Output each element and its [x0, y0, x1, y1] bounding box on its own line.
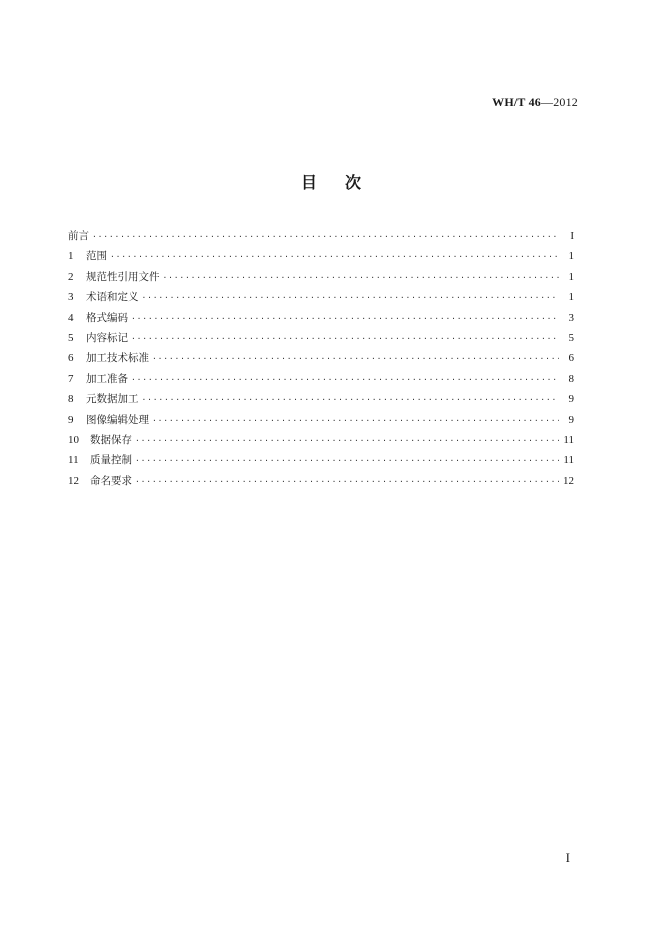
toc-entry-number: 11 [68, 454, 79, 467]
toc-entry-page: 3 [568, 311, 574, 324]
toc-entry-label: 规范性引用文件 [86, 270, 160, 283]
toc-entry-label: 命名要求 [90, 474, 132, 487]
toc-entry-foreword[interactable] [68, 228, 574, 248]
toc-leader-dots [135, 477, 559, 486]
page-title: 目次 [300, 173, 389, 192]
toc-leader-dots [163, 273, 560, 282]
toc-entry-9[interactable] [68, 412, 574, 432]
toc-entry-page: 1 [568, 291, 574, 304]
standard-code-text: WH/T 46 [492, 95, 541, 109]
table-of-contents [68, 228, 574, 493]
toc-leader-dots [135, 436, 559, 445]
toc-entry-page: 1 [568, 270, 574, 283]
toc-entry-label: 内容标记 [86, 331, 128, 344]
toc-entry-page: I [570, 230, 574, 242]
toc-entry-7[interactable] [68, 371, 574, 391]
toc-entry-number: 4 [68, 311, 74, 324]
toc-entry-8[interactable] [68, 391, 574, 411]
toc-entry-label: 质量控制 [90, 454, 132, 467]
toc-leader-dots [142, 293, 560, 302]
toc-entry-1[interactable] [68, 248, 574, 268]
toc-entry-11[interactable] [68, 452, 574, 472]
toc-entry-page: 1 [568, 250, 574, 263]
toc-entry-number: 10 [68, 433, 79, 446]
toc-entry-number: 5 [68, 331, 74, 344]
toc-leader-dots [142, 395, 560, 404]
toc-entry-number: 2 [68, 270, 74, 283]
toc-entry-page: 12 [563, 474, 574, 487]
toc-entry-number: 1 [68, 250, 74, 263]
toc-entry-3[interactable] [68, 289, 574, 309]
toc-entry-label: 格式编码 [86, 311, 128, 324]
toc-entry-label: 术语和定义 [86, 291, 139, 304]
standard-year: —2012 [541, 95, 578, 109]
page-number: I [565, 850, 570, 865]
toc-leader-dots [131, 375, 559, 384]
toc-leader-dots [135, 456, 559, 465]
toc-entry-4[interactable] [68, 310, 574, 330]
toc-entry-6[interactable] [68, 350, 574, 370]
toc-leader-dots [110, 252, 559, 261]
toc-entry-number: 6 [68, 352, 74, 365]
toc-entry-number: 12 [68, 474, 79, 487]
toc-leader-dots [92, 232, 559, 241]
toc-leader-dots [152, 416, 559, 425]
toc-entry-2[interactable] [68, 269, 574, 289]
toc-entry-label: 数据保存 [90, 433, 132, 446]
toc-entry-label: 加工技术标准 [86, 352, 149, 365]
toc-entry-label: 元数据加工 [86, 393, 139, 406]
toc-entry-page: 6 [568, 352, 574, 365]
toc-entry-12[interactable] [68, 473, 574, 493]
toc-entry-number: 8 [68, 393, 74, 406]
toc-entry-label: 范围 [86, 250, 107, 263]
toc-leader-dots [131, 334, 559, 343]
toc-entry-page: 5 [568, 331, 574, 344]
standard-code [492, 95, 578, 110]
toc-entry-page: 11 [563, 433, 574, 446]
toc-entry-number: 7 [68, 372, 74, 385]
toc-entry-10[interactable] [68, 432, 574, 452]
toc-entry-label: 加工准备 [86, 372, 128, 385]
toc-entry-page: 9 [568, 413, 574, 426]
toc-entry-number: 3 [68, 291, 74, 304]
toc-entry-5[interactable] [68, 330, 574, 350]
toc-entry-number: 9 [68, 413, 74, 426]
toc-leader-dots [131, 314, 559, 323]
toc-entry-label: 图像编辑处理 [86, 413, 149, 426]
toc-entry-label: 前言 [68, 230, 89, 242]
toc-entry-page: 11 [563, 454, 574, 467]
toc-entry-page: 9 [568, 393, 574, 406]
toc-entry-page: 8 [568, 372, 574, 385]
toc-leader-dots [152, 354, 559, 363]
